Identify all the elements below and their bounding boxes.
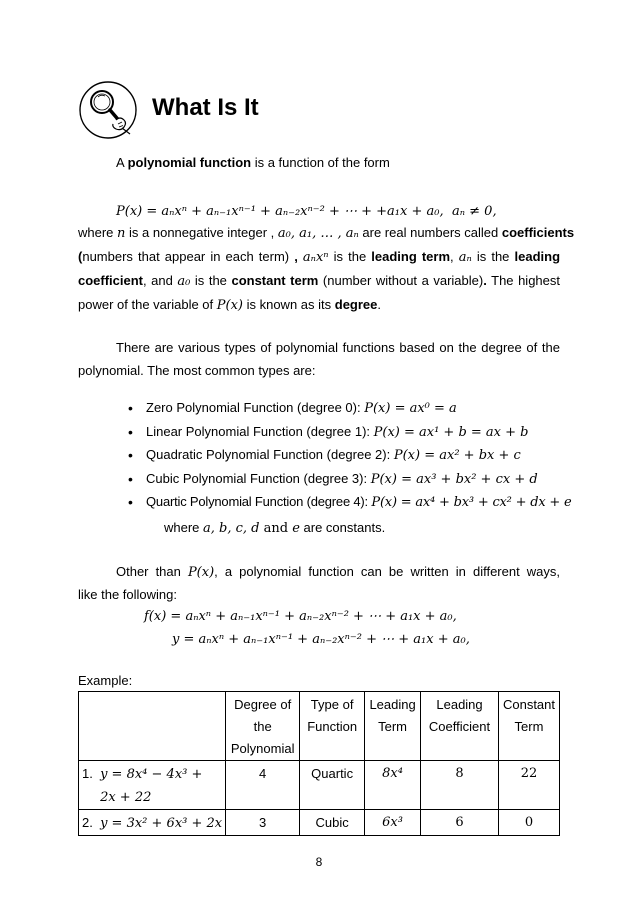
page-title: What Is It (152, 94, 259, 121)
table-cell-polynomial: 1. y = 8x⁴ − 4x³ + 2x + 22 (79, 761, 226, 810)
constants-note: where a, b, c, d and e are constants. (164, 520, 386, 536)
table-cell-leading-coefficient: 6 (421, 810, 499, 836)
example-label: Example: (78, 673, 133, 688)
intro-sentence: A polynomial function is a function of the form (116, 155, 390, 170)
table-row (79, 761, 560, 810)
types-intro-line-2: polynomial. The most common types are: (78, 363, 316, 378)
list-item: • Quadratic Polynomial Function (degree 2): P(x) = ax² + bx + c (108, 445, 578, 469)
table-header-cell: Constant Term (498, 692, 559, 761)
other-forms-line-1: Other than P(x), a polynomial function can be written in different ways, (116, 564, 560, 580)
explanation-line-2: (numbers that appear in each term) , aₙxⁿ is the leading term, aₙ is the leading (78, 249, 561, 265)
list-item: • Zero Polynomial Function (degree 0): P(x) = ax⁰ = a (108, 398, 578, 422)
general-polynomial-formula: P(x) = aₙxⁿ + aₙ₋₁xⁿ⁻¹ + aₙ₋₂xⁿ⁻² + ⋯ + +a₁x + a₀, (116, 204, 444, 219)
table-cell-leading-term: 6x³ (365, 810, 421, 836)
table-header-cell: Leading Term (365, 692, 421, 761)
explanation-line-3: coefficient, and a₀ is the constant term (number without a variable). The highest (78, 273, 560, 289)
table-cell-polynomial: 2. y = 3x² + 6x³ + 2x (79, 810, 226, 836)
explanation-line-4: power of the variable of P(x) is known as its degree. (78, 297, 382, 313)
table-header-cell: Degree of the Polynomial (226, 692, 300, 761)
table-cell-degree: 3 (226, 810, 300, 836)
table-header-row (79, 692, 560, 761)
table-row (79, 810, 560, 836)
polynomial-types-list (108, 398, 578, 516)
table-header-cell: Type of Function (300, 692, 365, 761)
table-header-cell (79, 692, 226, 761)
f-of-x-form: f(x) = aₙxⁿ + aₙ₋₁xⁿ⁻¹ + aₙ₋₂xⁿ⁻² + ⋯ + a₁x + a₀, (144, 609, 457, 624)
y-form: y = aₙxⁿ + aₙ₋₁xⁿ⁻¹ + aₙ₋₂xⁿ⁻² + ⋯ + a₁x + a₀, (172, 632, 470, 647)
table-cell-constant: 0 (498, 810, 559, 836)
table-cell-type: Quartic (300, 761, 365, 810)
list-item: • Quartic Polynomial Function (degree 4): P(x) = ax⁴ + bx³ + cx² + dx + e (108, 492, 578, 516)
example-table (78, 691, 560, 836)
table-header-cell: Leading Coefficient (421, 692, 499, 761)
table-cell-degree: 4 (226, 761, 300, 810)
table-cell-leading-coefficient: 8 (421, 761, 499, 810)
leading-coefficient-condition: aₙ ≠ 0, (452, 204, 497, 219)
table-cell-leading-term: 8x⁴ (365, 761, 421, 810)
list-item: • Cubic Polynomial Function (degree 3): P(x) = ax³ + bx² + cx + d (108, 469, 578, 493)
types-intro-line-1: There are various types of polynomial functions based on the degree of the (116, 340, 560, 355)
other-forms-line-2: like the following: (78, 587, 177, 602)
explanation-line-1: where n is a nonnegative integer , a₀, a₁, … , aₙ are real numbers called coefficients (78, 225, 575, 241)
table-cell-type: Cubic (300, 810, 365, 836)
table-cell-constant: 22 (498, 761, 559, 810)
list-item: • Linear Polynomial Function (degree 1): P(x) = ax¹ + b = ax + b (108, 422, 578, 446)
magnifying-glass-hand-icon (78, 80, 138, 140)
page-number: 8 (315, 855, 323, 869)
